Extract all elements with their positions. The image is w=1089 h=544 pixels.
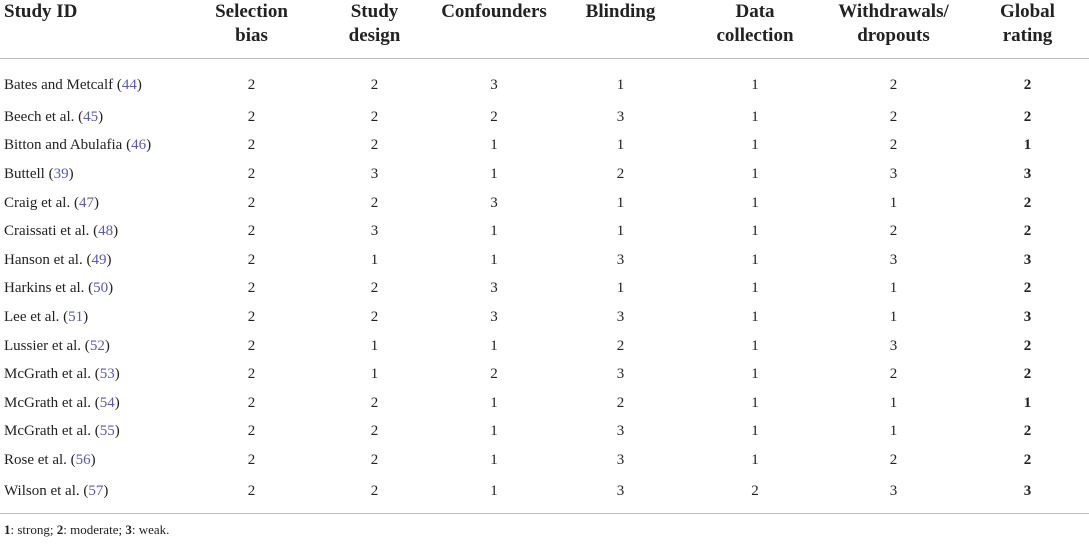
study-id-cell — [0, 103, 190, 132]
rating-cell: 2 — [247, 337, 256, 354]
column-header-text: design — [348, 25, 401, 46]
table-row — [0, 303, 1089, 332]
rating-cell: 2 — [889, 76, 898, 93]
rating-cell: 1 — [751, 76, 759, 93]
study-id-cell — [0, 303, 190, 332]
column-header — [821, 0, 966, 59]
reference-link[interactable]: 48 — [98, 223, 114, 240]
study-id-cell — [0, 189, 190, 218]
footnote-value-weak: : weak. — [131, 522, 170, 537]
column-header-text: collection — [716, 25, 794, 46]
rating-cell: 1 — [751, 451, 759, 468]
reference-link[interactable]: 47 — [78, 194, 94, 211]
rating-cell: 2 — [370, 280, 379, 297]
column-header — [313, 0, 436, 59]
rating-cell: 1 — [751, 108, 759, 125]
column-header — [689, 0, 821, 59]
rating-cell: 1 — [616, 223, 625, 240]
rating-cell: 2 — [247, 308, 256, 325]
reference-link[interactable]: 39 — [53, 165, 69, 182]
rating-cell: 1 — [370, 337, 379, 354]
column-header-text: Withdrawals/ — [838, 1, 949, 22]
rating-cell: 3 — [490, 76, 498, 93]
column-header-text: Data — [735, 1, 775, 22]
reference-link[interactable]: 54 — [99, 394, 115, 411]
rating-cell: 2 — [247, 423, 256, 440]
study-name-tail: ) — [98, 108, 104, 125]
rating-cell: 1 — [751, 394, 759, 411]
study-id-cell — [0, 475, 190, 514]
rating-cell: 3 — [616, 451, 625, 468]
study-id-cell — [0, 59, 190, 104]
column-header — [0, 0, 190, 59]
global-rating-cell: 3 — [1023, 308, 1032, 325]
rating-cell: 3 — [490, 308, 498, 325]
study-name: McGrath et al. ( — [4, 423, 100, 440]
study-name-tail: ) — [68, 165, 74, 182]
study-name-tail: ) — [93, 194, 99, 211]
study-name: Beech et al. ( — [4, 108, 84, 125]
global-rating-cell: 2 — [1023, 451, 1032, 468]
rating-cell: 1 — [616, 194, 625, 211]
table-row — [0, 418, 1089, 447]
rating-cell: 1 — [490, 223, 498, 240]
study-id-cell — [0, 160, 190, 189]
study-name: Craissati et al. ( — [4, 223, 99, 240]
rating-cell: 1 — [751, 337, 759, 354]
global-rating-cell: 2 — [1023, 366, 1032, 383]
rating-cell: 3 — [889, 165, 898, 182]
table-row — [0, 189, 1089, 218]
footnote-value-strong: : strong; — [10, 522, 57, 537]
table-row — [0, 103, 1089, 132]
rating-cell: 2 — [370, 137, 379, 154]
rating-cell: 1 — [751, 251, 759, 268]
rating-cell: 3 — [370, 223, 379, 240]
global-rating-cell: 2 — [1023, 194, 1032, 211]
column-header — [552, 0, 689, 59]
global-rating-cell: 1 — [1023, 394, 1032, 411]
rating-cell: 3 — [616, 108, 625, 125]
global-rating-cell: 2 — [1023, 223, 1032, 240]
column-header-text: Confounders — [441, 1, 547, 22]
rating-cell: 2 — [616, 337, 625, 354]
rating-cell: 1 — [616, 280, 625, 297]
rating-cell: 3 — [889, 483, 898, 500]
rating-cell: 1 — [616, 137, 625, 154]
header-row — [0, 0, 1089, 59]
rating-cell: 2 — [889, 366, 898, 383]
rating-cell: 1 — [751, 194, 759, 211]
study-name: Lussier et al. ( — [4, 337, 90, 354]
rating-cell: 1 — [751, 308, 759, 325]
study-name-tail: ) — [113, 223, 119, 240]
rating-cell: 1 — [889, 308, 898, 325]
study-name-tail: ) — [106, 251, 112, 268]
study-name-tail: ) — [114, 394, 120, 411]
study-id-cell — [0, 217, 190, 246]
reference-link[interactable]: 45 — [83, 108, 99, 125]
rating-cell: 2 — [889, 108, 898, 125]
rating-cell: 2 — [370, 194, 379, 211]
column-header-text: dropouts — [857, 25, 930, 46]
column-header-text: bias — [235, 25, 268, 46]
rating-cell: 2 — [247, 483, 256, 500]
rating-cell: 2 — [370, 483, 379, 500]
rating-cell: 2 — [247, 76, 256, 93]
study-name: Craig et al. ( — [4, 194, 79, 211]
footnote-key-weak: 3 — [125, 522, 132, 537]
study-id-cell — [0, 389, 190, 418]
rating-cell: 3 — [370, 165, 379, 182]
rating-cell: 2 — [490, 366, 498, 383]
table-row — [0, 160, 1089, 189]
study-name: Wilson et al. ( — [4, 483, 89, 500]
global-rating-cell: 3 — [1023, 165, 1032, 182]
rating-cell: 1 — [751, 165, 759, 182]
study-name-tail: ) — [114, 366, 120, 383]
rating-cell: 1 — [889, 394, 898, 411]
table-row — [0, 59, 1089, 104]
footnote-key-moderate: 2 — [56, 522, 64, 537]
global-rating-cell: 2 — [1023, 337, 1032, 354]
study-name-tail: ) — [146, 137, 152, 154]
rating-cell: 1 — [490, 251, 498, 268]
table-row — [0, 475, 1089, 514]
rating-cell: 2 — [889, 137, 898, 154]
table-row — [0, 446, 1089, 475]
reference-link[interactable]: 49 — [91, 251, 107, 268]
rating-cell: 1 — [490, 451, 498, 468]
rating-cell: 2 — [889, 223, 898, 240]
rating-cell: 2 — [247, 394, 256, 411]
rating-cell: 2 — [370, 451, 379, 468]
reference-link[interactable]: 46 — [131, 137, 147, 154]
table-body — [0, 59, 1089, 514]
rating-cell: 2 — [751, 483, 759, 500]
reference-link[interactable]: 53 — [99, 366, 115, 383]
table-row — [0, 389, 1089, 418]
study-id-cell — [0, 446, 190, 475]
column-header — [190, 0, 313, 59]
global-rating-cell: 2 — [1023, 423, 1032, 440]
rating-cell: 1 — [751, 366, 759, 383]
rating-cell: 2 — [370, 76, 379, 93]
study-name-tail: ) — [83, 308, 89, 325]
rating-cell: 1 — [889, 194, 898, 211]
study-name: Lee et al. ( — [4, 308, 69, 325]
rating-cell: 2 — [616, 394, 625, 411]
rating-cell: 1 — [490, 394, 498, 411]
reference-link[interactable]: 51 — [68, 308, 84, 325]
rating-cell: 3 — [616, 483, 625, 500]
rating-cell: 2 — [247, 137, 256, 154]
rating-cell: 2 — [247, 165, 256, 182]
study-name: Harkins et al. ( — [4, 280, 94, 297]
rating-cell: 1 — [889, 280, 898, 297]
column-header-text: Study — [350, 1, 399, 22]
rating-cell: 1 — [490, 165, 498, 182]
study-name: Buttell ( — [4, 165, 54, 182]
table-row — [0, 132, 1089, 161]
rating-cell: 2 — [370, 394, 379, 411]
reference-link[interactable]: 52 — [89, 337, 105, 354]
study-name: Hanson et al. ( — [4, 251, 92, 268]
table-footnote — [4, 522, 169, 538]
table-header — [0, 0, 1089, 59]
global-rating-cell: 2 — [1023, 76, 1032, 93]
rating-cell: 2 — [490, 108, 498, 125]
rating-cell: 2 — [247, 194, 256, 211]
rating-cell: 1 — [616, 76, 625, 93]
footnote-key-strong: 1 — [4, 522, 11, 537]
study-name-tail: ) — [90, 451, 96, 468]
study-name: Rose et al. ( — [4, 451, 76, 468]
global-rating-cell: 3 — [1023, 483, 1032, 500]
study-id-cell — [0, 246, 190, 275]
rating-cell: 2 — [370, 423, 379, 440]
rating-cell: 1 — [889, 423, 898, 440]
reference-link[interactable]: 57 — [88, 483, 104, 500]
rating-cell: 3 — [889, 251, 898, 268]
rating-cell: 2 — [247, 366, 256, 383]
footnote-value-moderate: : moderate; — [63, 522, 126, 537]
rating-cell: 1 — [490, 483, 498, 500]
column-header — [966, 0, 1089, 59]
global-rating-cell: 2 — [1023, 108, 1032, 125]
study-id-cell — [0, 132, 190, 161]
rating-cell: 2 — [616, 165, 625, 182]
table-row — [0, 360, 1089, 389]
rating-cell: 3 — [490, 280, 498, 297]
rating-cell: 3 — [616, 251, 625, 268]
reference-link[interactable]: 44 — [121, 76, 137, 93]
reference-link[interactable]: 56 — [75, 451, 91, 468]
rating-cell: 3 — [889, 337, 898, 354]
rating-cell: 2 — [247, 108, 256, 125]
rating-cell: 3 — [490, 194, 498, 211]
study-name-tail: ) — [104, 337, 110, 354]
rating-cell: 1 — [751, 223, 759, 240]
study-id-cell — [0, 360, 190, 389]
rating-cell: 1 — [370, 366, 379, 383]
column-header-text: rating — [1002, 25, 1053, 46]
study-id-cell — [0, 332, 190, 361]
rating-cell: 2 — [247, 251, 256, 268]
reference-link[interactable]: 55 — [99, 423, 115, 440]
study-name: McGrath et al. ( — [4, 366, 100, 383]
rating-cell: 1 — [751, 137, 759, 154]
study-name: Bitton and Abulafia ( — [4, 137, 132, 154]
rating-cell: 1 — [370, 251, 379, 268]
rating-cell: 1 — [490, 423, 498, 440]
column-header-text: Blinding — [585, 1, 656, 22]
rating-cell: 2 — [370, 308, 379, 325]
table-row — [0, 332, 1089, 361]
study-id-cell — [0, 275, 190, 304]
reference-link[interactable]: 50 — [93, 280, 109, 297]
column-header-text: Selection — [215, 1, 288, 22]
global-rating-cell: 3 — [1023, 251, 1032, 268]
rating-cell: 2 — [247, 223, 256, 240]
rating-cell: 3 — [616, 366, 625, 383]
rating-cell: 2 — [247, 451, 256, 468]
rating-cell: 1 — [490, 337, 498, 354]
study-name-tail: ) — [103, 483, 109, 500]
table-row — [0, 246, 1089, 275]
study-id-cell — [0, 418, 190, 447]
column-header-text: Study ID — [4, 1, 78, 22]
rating-cell: 1 — [751, 423, 759, 440]
rating-cell: 3 — [616, 423, 625, 440]
rating-cell: 2 — [247, 280, 256, 297]
rating-cell: 1 — [490, 137, 498, 154]
study-name: McGrath et al. ( — [4, 394, 100, 411]
rating-cell: 1 — [751, 280, 759, 297]
table-row — [0, 217, 1089, 246]
table-row — [0, 275, 1089, 304]
global-rating-cell: 2 — [1023, 280, 1032, 297]
rating-cell: 2 — [889, 451, 898, 468]
column-header-text: Global — [1000, 1, 1055, 22]
global-rating-cell: 1 — [1023, 137, 1032, 154]
rating-cell: 2 — [370, 108, 379, 125]
study-name: Bates and Metcalf ( — [4, 76, 122, 93]
study-name-tail: ) — [108, 280, 114, 297]
study-name-tail: ) — [114, 423, 120, 440]
study-name-tail: ) — [136, 76, 142, 93]
column-header — [436, 0, 552, 59]
rating-cell: 3 — [616, 308, 625, 325]
